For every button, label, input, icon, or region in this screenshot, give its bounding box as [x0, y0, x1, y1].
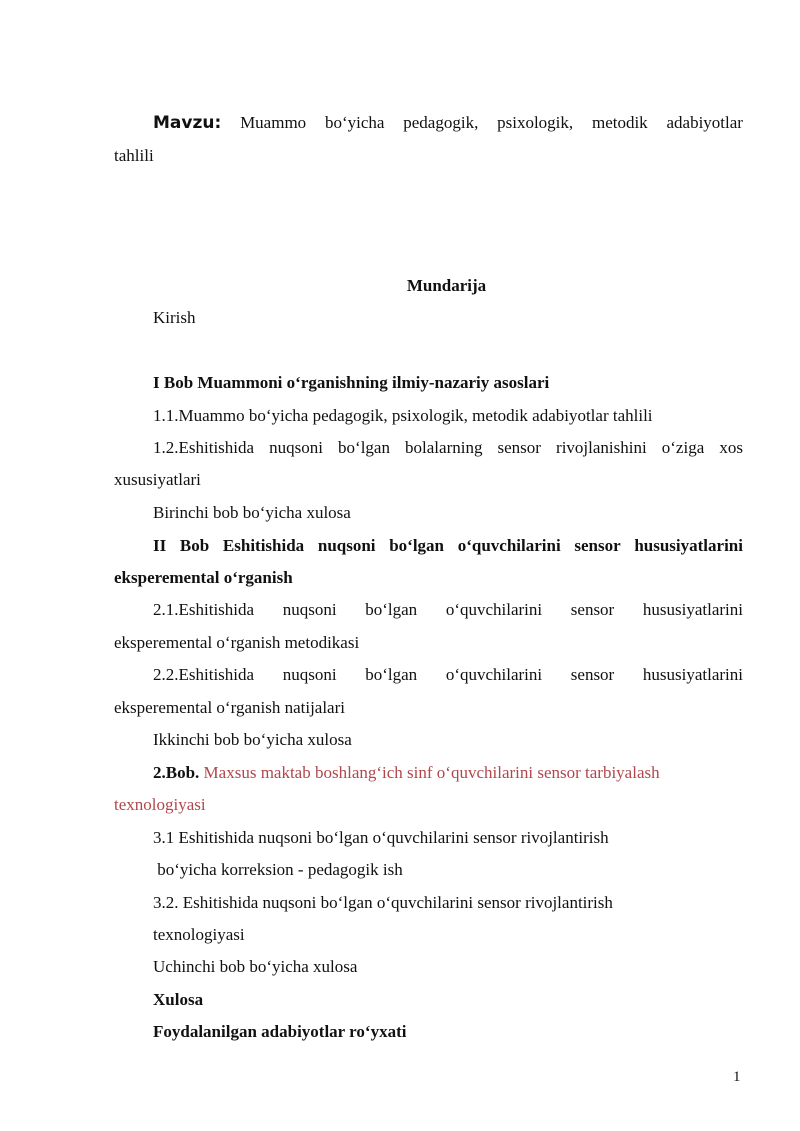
toc-word: sensor [574, 536, 621, 555]
topic-word: bo‘yicha [324, 113, 385, 132]
toc-word: II [153, 536, 167, 555]
toc-word: sensor [497, 438, 541, 457]
toc-title: Mundarija [406, 276, 487, 295]
toc-chapter-3-title-continuation: texnologiyasi [114, 795, 206, 814]
toc-chapter-3-name: Maxsus maktab boshlang‘ich sinf o‘quvchilarini sensor tarbiyalash [203, 763, 660, 782]
page-number: 1 [733, 1069, 741, 1085]
topic-line [153, 112, 743, 134]
toc-word: 2.2.Eshitishida [153, 665, 255, 684]
toc-word: nuqsoni [317, 536, 376, 555]
toc-word: xos [719, 438, 743, 457]
topic-label: Mavzu: [153, 113, 222, 133]
toc-word: o‘quvchilarini [445, 665, 543, 684]
toc-section-1-1: 1.1.Muammo bo‘yicha pedagogik, psixologik, metodik adabiyotlar tahlili [153, 406, 653, 425]
toc-word: Eshitishida [222, 536, 305, 555]
toc-word: bo‘lgan [365, 600, 418, 619]
toc-section-3-1: 3.1 Eshitishida nuqsoni bo‘lgan o‘quvchilarini sensor rivojlantirish [153, 828, 609, 847]
toc-references: Foydalanilgan adabiyotlar ro‘yxati [153, 1022, 407, 1041]
toc-section-2-1 [153, 599, 743, 621]
toc-chapter-3-prefix: 2.Bob. [153, 763, 200, 782]
toc-word: nuqsoni [282, 665, 337, 684]
toc-section-2-2-continuation: eksperemental o‘rganish natijalari [114, 698, 345, 717]
toc-chapter-2-conclusion: Ikkinchi bob bo‘yicha xulosa [153, 730, 352, 749]
toc-chapter-2-title-continuation: eksperemental o‘rganish [114, 568, 293, 587]
toc-word: o‘quvchilarini [457, 536, 561, 555]
toc-chapter-3-conclusion: Uchinchi bob bo‘yicha xulosa [153, 957, 358, 976]
toc-introduction: Kirish [153, 308, 196, 327]
topic-word: adabiyotlar [666, 113, 743, 132]
toc-word: bolalarning [405, 438, 483, 457]
toc-conclusion: Xulosa [153, 990, 204, 1009]
toc-section-3-2-continuation: texnologiyasi [153, 925, 245, 944]
topic-word: Muammo [240, 113, 307, 132]
toc-word: o‘quvchilarini [445, 600, 543, 619]
topic-continuation: tahlili [114, 146, 154, 165]
toc-word: nuqsoni [282, 600, 337, 619]
toc-word: 1.2.Eshitishida [153, 438, 255, 457]
toc-chapter-3-title [153, 762, 660, 784]
toc-chapter-2-title [153, 535, 743, 557]
toc-word: 2.1.Eshitishida [153, 600, 255, 619]
toc-section-1-2 [153, 437, 743, 459]
toc-word: sensor [570, 665, 615, 684]
topic-word: metodik [591, 113, 648, 132]
topic-word: pedagogik, [403, 113, 479, 132]
toc-word: o‘ziga [661, 438, 705, 457]
toc-word: nuqsoni [269, 438, 323, 457]
toc-word: rivojlanishini [556, 438, 647, 457]
toc-word: hususiyatlarini [642, 600, 743, 619]
toc-chapter-1-title: I Bob Muammoni o‘rganishning ilmiy-nazariy asoslari [153, 373, 550, 392]
toc-section-3-1-continuation: bo‘yicha korreksion - pedagogik ish [153, 860, 403, 879]
toc-section-2-1-continuation: eksperemental o‘rganish metodikasi [114, 633, 360, 652]
toc-word: bo‘lgan [365, 665, 418, 684]
toc-word: Bob [179, 536, 210, 555]
toc-section-2-2 [153, 664, 743, 686]
toc-word: hususiyatlarini [634, 536, 743, 555]
topic-word: psixologik, [497, 113, 574, 132]
toc-section-3-2: 3.2. Eshitishida nuqsoni bo‘lgan o‘quvchilarini sensor rivojlantirish [153, 893, 613, 912]
toc-word: bo‘lgan [389, 536, 445, 555]
toc-section-1-2-continuation: xususiyatlari [114, 470, 201, 489]
toc-word: sensor [570, 600, 615, 619]
toc-word: hususiyatlarini [642, 665, 743, 684]
toc-chapter-1-conclusion: Birinchi bob bo‘yicha xulosa [153, 503, 351, 522]
toc-word: bo‘lgan [338, 438, 390, 457]
